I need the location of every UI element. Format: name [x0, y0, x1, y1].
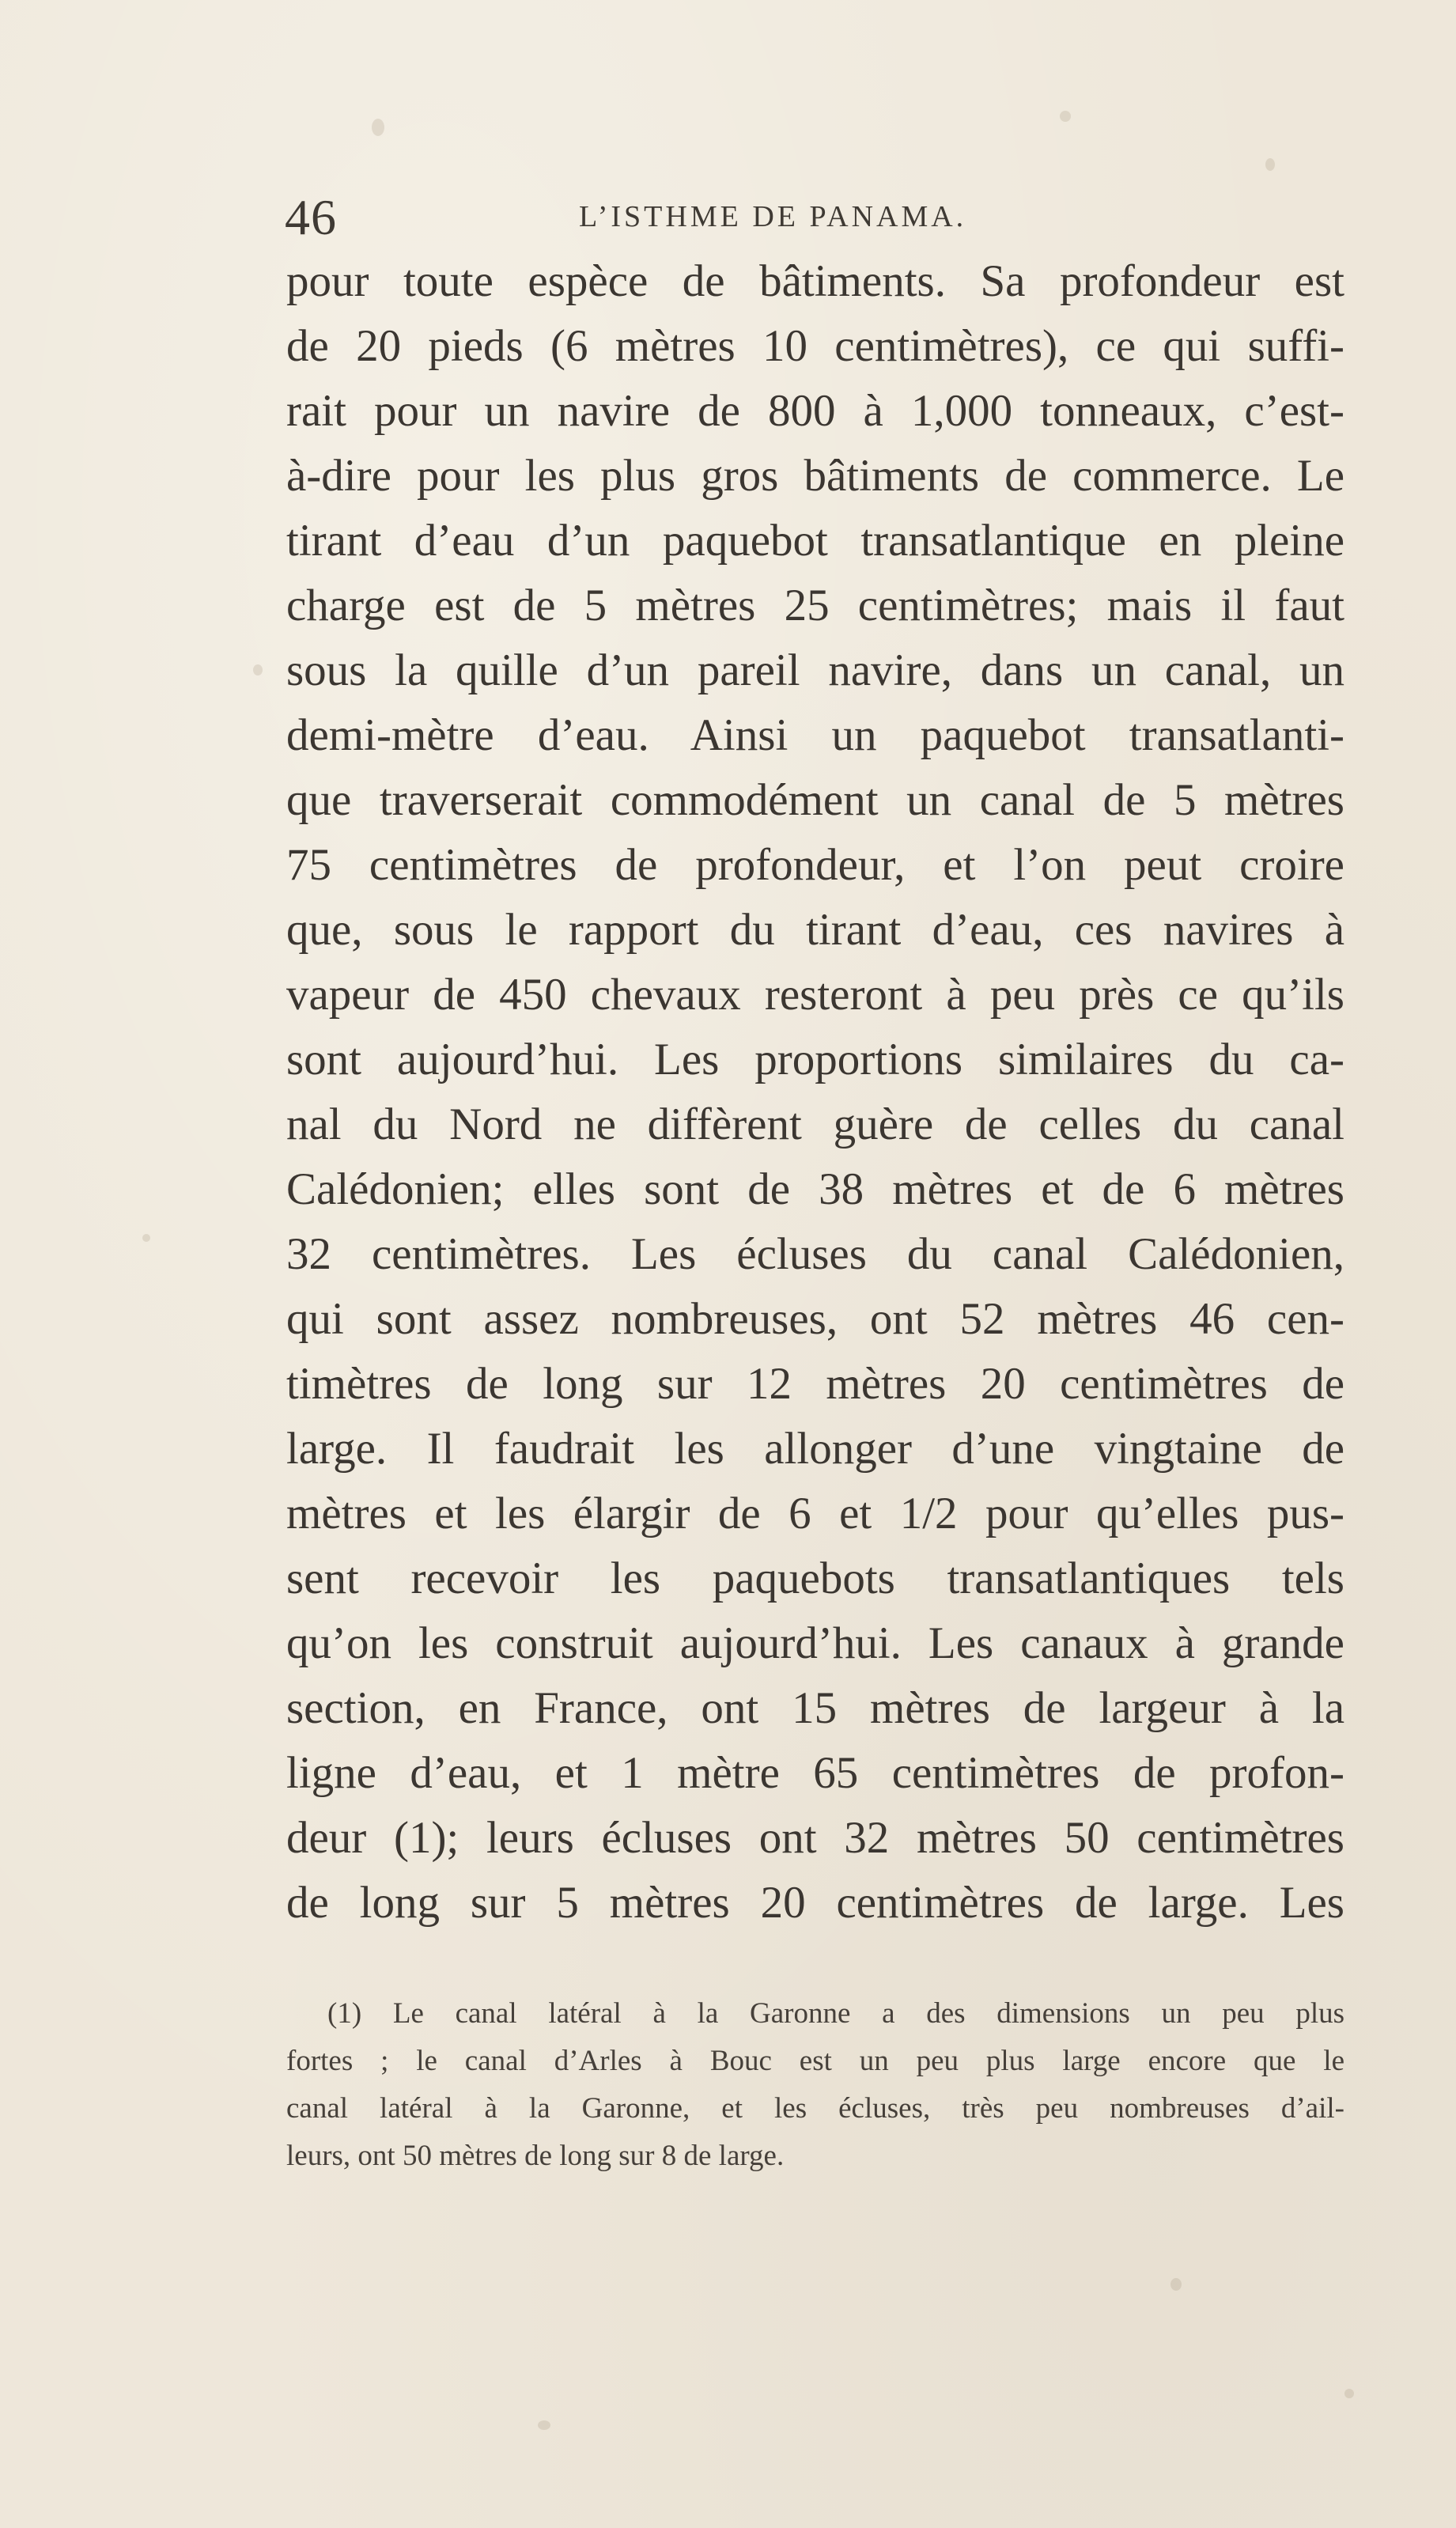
text-line: tirant d’eau d’un paquebot transatlantique en pleine [286, 516, 1344, 566]
text-line: qui sont assez nombreuses, ont 52 mètres 46 cen- [286, 1294, 1344, 1344]
foxing-spot [1170, 2278, 1182, 2291]
text-line: à-dire pour les plus gros bâtiments de commerce. Le [286, 451, 1344, 501]
text-line: qu’on les construit aujourd’hui. Les canaux à grande [286, 1618, 1344, 1668]
foxing-spot [1060, 111, 1071, 122]
text-line: rait pour un navire de 800 à 1,000 tonneaux, c’est- [286, 386, 1344, 436]
text-line: timètres de long sur 12 mètres 20 centimètres de [286, 1359, 1344, 1409]
text-line: de 20 pieds (6 mètres 10 centimètres), ce qui suffi- [286, 321, 1344, 371]
foxing-spot [1265, 158, 1275, 171]
text-line: sent recevoir les paquebots transatlantiques tels [286, 1554, 1344, 1603]
text-line: Calédonien; elles sont de 38 mètres et de 6 mètres [286, 1164, 1344, 1214]
footnote-line: (1) Le canal latéral à la Garonne a des dimensions un peu plus [327, 1997, 1344, 2030]
footnote-line: canal latéral à la Garonne, et les écluses, très peu nombreuses d’ail- [286, 2092, 1344, 2125]
text-line: sous la quille d’un pareil navire, dans un canal, un [286, 645, 1344, 695]
text-line: pour toute espèce de bâtiments. Sa profondeur est [286, 256, 1344, 306]
text-line: de long sur 5 mètres 20 centimètres de large. Les [286, 1878, 1344, 1928]
text-line: ligne d’eau, et 1 mètre 65 centimètres de profon- [286, 1748, 1344, 1798]
foxing-spot [538, 2420, 550, 2430]
foxing-spot [372, 119, 384, 136]
text-line: large. Il faudrait les allonger d’une vingtaine de [286, 1424, 1344, 1474]
foxing-spot [253, 664, 263, 676]
body-text [286, 249, 1344, 1936]
text-line: deur (1); leurs écluses ont 32 mètres 50 centimètres [286, 1813, 1344, 1863]
text-line: que traverserait commodément un canal de 5 mètres [286, 775, 1344, 825]
running-head: L’ISTHME DE PANAMA. [579, 200, 967, 233]
page-header [285, 188, 1344, 244]
text-line: vapeur de 450 chevaux resteront à peu près ce qu’ils [286, 970, 1344, 1020]
footnote-line: fortes ; le canal d’Arles à Bouc est un peu plus large encore que le [286, 2045, 1344, 2077]
page-number: 46 [285, 189, 337, 245]
foxing-spot [142, 1234, 150, 1242]
text-line: sont aujourd’hui. Les proportions similaires du ca- [286, 1035, 1344, 1084]
footnote [286, 1990, 1344, 2180]
foxing-spot [1344, 2389, 1354, 2398]
text-line: que, sous le rapport du tirant d’eau, ces navires à [286, 905, 1344, 955]
text-line: nal du Nord ne diffèrent guère de celles du canal [286, 1099, 1344, 1149]
footnote-line: leurs, ont 50 mètres de long sur 8 de large. [286, 2140, 785, 2172]
text-line: section, en France, ont 15 mètres de largeur à la [286, 1683, 1344, 1733]
text-line: 32 centimètres. Les écluses du canal Calédonien, [286, 1229, 1344, 1279]
text-line: charge est de 5 mètres 25 centimètres; mais il faut [286, 581, 1344, 630]
text-line: mètres et les élargir de 6 et 1/2 pour qu’elles pus- [286, 1489, 1344, 1538]
text-line: 75 centimètres de profondeur, et l’on peut croire [286, 840, 1344, 890]
text-line: demi-mètre d’eau. Ainsi un paquebot transatlanti- [286, 710, 1344, 760]
